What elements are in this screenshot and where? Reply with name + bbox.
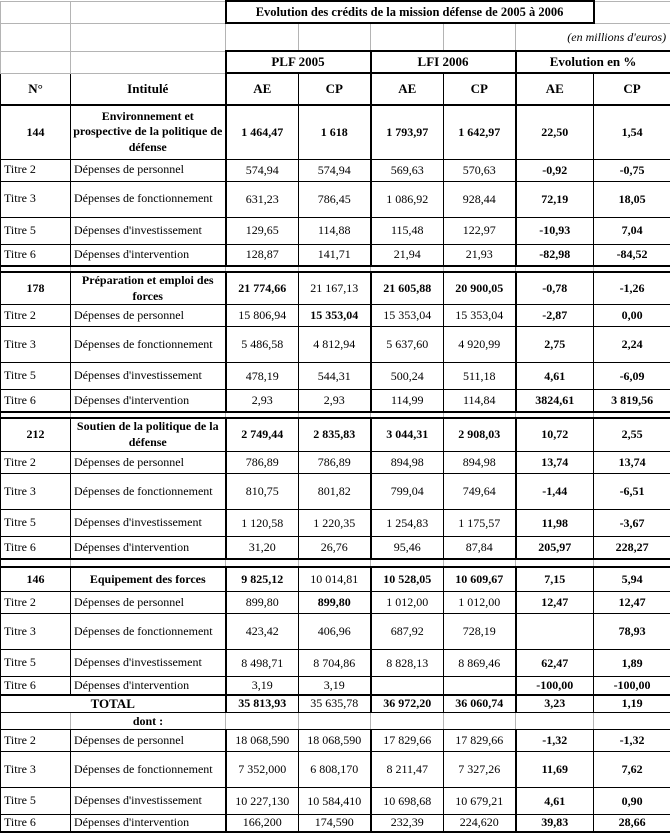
table-row-titre-3	[1, 181, 670, 217]
value-lfi-cp: 4 920,99	[444, 327, 516, 363]
separator-cell	[1, 559, 71, 567]
titre-label: Dépenses d'investissement	[71, 788, 226, 815]
titre-label: Dépenses d'investissement	[71, 510, 226, 537]
value-plf-ae: 574,94	[226, 159, 299, 181]
titre-number: Titre 6	[1, 815, 71, 832]
value-plf-ae: 31,20	[226, 537, 299, 559]
value-plf-ae: 1 120,58	[226, 510, 299, 537]
value-plf-ae: 899,80	[226, 592, 299, 614]
value-plf-cp: 786,89	[299, 452, 371, 474]
value-lfi-cp: 224,620	[444, 815, 516, 832]
empty-cell	[226, 23, 299, 51]
value-lfi-cp: 17 829,66	[444, 730, 516, 752]
empty-cell	[71, 23, 226, 51]
value-lfi-ae: 687,92	[371, 614, 444, 650]
value-lfi-ae: 36 972,20	[371, 695, 444, 713]
value-evo-ae: 72,19	[516, 181, 594, 217]
table-row-titre-6	[1, 390, 670, 412]
table-row-titre-3	[1, 752, 670, 788]
value-evo-cp: -6,51	[594, 474, 670, 510]
value-plf-ae: 2 749,44	[226, 418, 299, 452]
titre-label: Dépenses de fonctionnement	[71, 327, 226, 363]
value-lfi-ae: 115,48	[371, 217, 444, 244]
value-lfi-cp: 570,63	[444, 159, 516, 181]
titre-number: Titre 5	[1, 650, 71, 677]
empty-cell	[371, 713, 444, 730]
value-lfi-cp: 122,97	[444, 217, 516, 244]
value-lfi-cp: 1 642,97	[444, 105, 516, 159]
value-lfi-ae: 569,63	[371, 159, 444, 181]
value-evo-cp: -1,32	[594, 730, 670, 752]
value-evo-ae: 3,23	[516, 695, 594, 713]
value-evo-ae: 22,50	[516, 105, 594, 159]
value-plf-ae: 128,87	[226, 244, 299, 266]
titre-label: Dépenses de personnel	[71, 592, 226, 614]
group-header-row	[1, 51, 670, 73]
table-row-212	[1, 418, 670, 452]
value-plf-cp: 35 635,78	[299, 695, 371, 713]
unit-note-row	[1, 23, 670, 51]
empty-cell	[371, 23, 444, 51]
titre-number: Titre 6	[1, 537, 71, 559]
table-row-titre-6	[1, 244, 670, 266]
column-header-row	[1, 73, 670, 105]
value-plf-cp: 2 835,83	[299, 418, 371, 452]
total-label: TOTAL	[1, 695, 226, 713]
value-plf-ae: 478,19	[226, 363, 299, 390]
value-plf-ae: 129,65	[226, 217, 299, 244]
value-evo-ae: -10,93	[516, 217, 594, 244]
titre-label: Dépenses d'intervention	[71, 244, 226, 266]
table-row-titre-3	[1, 474, 670, 510]
value-evo-cp: 13,74	[594, 452, 670, 474]
column-header-lfi-cp: CP	[444, 73, 516, 105]
value-lfi-ae: 10 528,05	[371, 567, 444, 592]
value-evo-ae: 11,69	[516, 752, 594, 788]
value-evo-ae: 11,98	[516, 510, 594, 537]
titre-number: Titre 2	[1, 159, 71, 181]
value-plf-ae: 631,23	[226, 181, 299, 217]
value-evo-cp: 5,94	[594, 567, 670, 592]
program-number: 178	[1, 272, 71, 305]
table-row-178	[1, 272, 670, 305]
titre-number: Titre 2	[1, 305, 71, 327]
value-evo-cp: -3,67	[594, 510, 670, 537]
value-plf-ae: 8 498,71	[226, 650, 299, 677]
value-lfi-cp: 1 012,00	[444, 592, 516, 614]
value-lfi-ae: 5 637,60	[371, 327, 444, 363]
value-plf-cp: 899,80	[299, 592, 371, 614]
value-plf-cp: 406,96	[299, 614, 371, 650]
column-header-evo-ae: AE	[516, 73, 594, 105]
value-plf-ae: 3,19	[226, 677, 299, 695]
value-lfi-cp: 894,98	[444, 452, 516, 474]
column-header-plf-cp: CP	[299, 73, 371, 105]
value-evo-ae: 62,47	[516, 650, 594, 677]
separator-cell	[371, 559, 444, 567]
value-evo-cp: 2,55	[594, 418, 670, 452]
value-lfi-cp: 728,19	[444, 614, 516, 650]
value-plf-cp: 3,19	[299, 677, 371, 695]
separator-cell	[594, 559, 670, 567]
value-evo-ae: 2,75	[516, 327, 594, 363]
empty-cell	[1, 1, 71, 23]
value-evo-cp: -6,09	[594, 363, 670, 390]
value-evo-cp: 2,24	[594, 327, 670, 363]
value-plf-ae: 15 806,94	[226, 305, 299, 327]
table-row-titre-6	[1, 815, 670, 832]
table-row-titre-2	[1, 592, 670, 614]
titre-number: Titre 5	[1, 217, 71, 244]
value-lfi-cp: 749,64	[444, 474, 516, 510]
column-header-evo-cp: CP	[594, 73, 670, 105]
table-row-144	[1, 105, 670, 159]
value-lfi-cp: 36 060,74	[444, 695, 516, 713]
table-row-titre-5	[1, 217, 670, 244]
value-lfi-ae: 894,98	[371, 452, 444, 474]
empty-cell	[299, 23, 371, 51]
value-evo-cp: 1,19	[594, 695, 670, 713]
value-lfi-ae: 15 353,04	[371, 305, 444, 327]
table-row-titre-2	[1, 159, 670, 181]
value-lfi-ae: 8 211,47	[371, 752, 444, 788]
value-lfi-ae: 1 793,97	[371, 105, 444, 159]
titre-number: Titre 2	[1, 452, 71, 474]
value-evo-ae: 3824,61	[516, 390, 594, 412]
value-evo-cp: 0,00	[594, 305, 670, 327]
value-evo-cp: 7,04	[594, 217, 670, 244]
titre-label: Dépenses d'intervention	[71, 537, 226, 559]
value-evo-cp: 0,90	[594, 788, 670, 815]
column-header-lfi-ae: AE	[371, 73, 444, 105]
value-lfi-ae	[371, 677, 444, 695]
program-label: Equipement des forces	[71, 567, 226, 592]
titre-number: Titre 3	[1, 327, 71, 363]
value-plf-cp: 574,94	[299, 159, 371, 181]
value-plf-cp: 1 220,35	[299, 510, 371, 537]
titre-label: Dépenses de personnel	[71, 159, 226, 181]
separator-cell	[226, 559, 299, 567]
value-evo-cp: 7,62	[594, 752, 670, 788]
value-plf-cp: 6 808,170	[299, 752, 371, 788]
titre-number: Titre 6	[1, 677, 71, 695]
empty-cell	[444, 23, 516, 51]
value-lfi-cp: 8 869,46	[444, 650, 516, 677]
value-plf-ae: 423,42	[226, 614, 299, 650]
titre-label: Dépenses d'intervention	[71, 677, 226, 695]
separator-cell	[516, 559, 594, 567]
value-plf-cp: 21 167,13	[299, 272, 371, 305]
value-plf-cp: 2,93	[299, 390, 371, 412]
program-number: 212	[1, 418, 71, 452]
empty-cell	[1, 23, 71, 51]
value-lfi-ae: 21 605,88	[371, 272, 444, 305]
value-lfi-ae: 17 829,66	[371, 730, 444, 752]
table-row-titre-6	[1, 677, 670, 695]
titre-label: Dépenses de personnel	[71, 452, 226, 474]
value-plf-cp: 174,590	[299, 815, 371, 832]
value-plf-cp: 10 584,410	[299, 788, 371, 815]
value-evo-cp: 3 819,56	[594, 390, 670, 412]
value-evo-ae: -1,44	[516, 474, 594, 510]
titre-label: Dépenses d'intervention	[71, 815, 226, 832]
group-header-evolution: Evolution en %	[516, 51, 670, 73]
titre-number: Titre 5	[1, 363, 71, 390]
separator-cell	[71, 559, 226, 567]
empty-cell	[516, 713, 594, 730]
value-plf-ae: 9 825,12	[226, 567, 299, 592]
titre-label: Dépenses d'investissement	[71, 363, 226, 390]
table-row-146	[1, 567, 670, 592]
value-lfi-cp: 10 679,21	[444, 788, 516, 815]
value-plf-ae: 18 068,590	[226, 730, 299, 752]
titre-label: Dépenses d'intervention	[71, 390, 226, 412]
dont-label: dont :	[71, 713, 226, 730]
value-plf-ae: 35 813,93	[226, 695, 299, 713]
empty-cell	[226, 713, 299, 730]
empty-cell	[71, 51, 226, 73]
value-evo-cp: -1,26	[594, 272, 670, 305]
value-evo-ae: 10,72	[516, 418, 594, 452]
value-lfi-cp: 15 353,04	[444, 305, 516, 327]
value-evo-ae	[516, 614, 594, 650]
value-lfi-cp: 21,93	[444, 244, 516, 266]
value-plf-ae: 2,93	[226, 390, 299, 412]
value-lfi-cp: 20 900,05	[444, 272, 516, 305]
value-lfi-ae: 232,39	[371, 815, 444, 832]
program-label: Soutien de la politique de la défense	[71, 418, 226, 452]
empty-cell	[1, 51, 71, 73]
value-plf-cp: 544,31	[299, 363, 371, 390]
table-row-titre-2	[1, 452, 670, 474]
table-row-total	[1, 695, 670, 713]
value-lfi-ae: 500,24	[371, 363, 444, 390]
value-evo-cp: 18,05	[594, 181, 670, 217]
program-label: Préparation et emploi des forces	[71, 272, 226, 305]
value-plf-ae: 7 352,000	[226, 752, 299, 788]
titre-label: Dépenses de fonctionnement	[71, 181, 226, 217]
value-evo-ae: -2,87	[516, 305, 594, 327]
value-plf-ae: 21 774,66	[226, 272, 299, 305]
titre-number: Titre 3	[1, 181, 71, 217]
value-evo-ae: 39,83	[516, 815, 594, 832]
group-header-plf-2005: PLF 2005	[226, 51, 371, 73]
value-evo-ae: 4,61	[516, 788, 594, 815]
value-lfi-cp	[444, 677, 516, 695]
value-lfi-ae: 114,99	[371, 390, 444, 412]
value-plf-cp: 801,82	[299, 474, 371, 510]
value-plf-ae: 166,200	[226, 815, 299, 832]
value-plf-ae: 1 464,47	[226, 105, 299, 159]
value-evo-cp: -0,75	[594, 159, 670, 181]
value-plf-ae: 810,75	[226, 474, 299, 510]
value-evo-cp: 1,54	[594, 105, 670, 159]
title-row	[1, 1, 670, 23]
separator-cell	[299, 559, 371, 567]
titre-number: Titre 3	[1, 614, 71, 650]
table-row-titre-5	[1, 510, 670, 537]
table-row-titre-5	[1, 650, 670, 677]
value-plf-cp: 114,88	[299, 217, 371, 244]
value-plf-ae: 5 486,58	[226, 327, 299, 363]
value-evo-ae: -0,78	[516, 272, 594, 305]
group-header-lfi-2006: LFI 2006	[371, 51, 516, 73]
value-lfi-cp: 10 609,67	[444, 567, 516, 592]
table-row-titre-2	[1, 305, 670, 327]
value-evo-cp: 1,89	[594, 650, 670, 677]
value-evo-ae: 205,97	[516, 537, 594, 559]
program-number: 144	[1, 105, 71, 159]
value-lfi-cp: 928,44	[444, 181, 516, 217]
value-evo-cp: -100,00	[594, 677, 670, 695]
titre-number: Titre 6	[1, 390, 71, 412]
titre-label: Dépenses d'investissement	[71, 650, 226, 677]
column-header-intitule: Intitulé	[71, 73, 226, 105]
value-lfi-ae: 1 254,83	[371, 510, 444, 537]
value-lfi-ae: 21,94	[371, 244, 444, 266]
value-evo-ae: -82,98	[516, 244, 594, 266]
table-row-titre-3	[1, 327, 670, 363]
column-header-plf-ae: AE	[226, 73, 299, 105]
value-plf-cp: 15 353,04	[299, 305, 371, 327]
value-plf-cp: 8 704,86	[299, 650, 371, 677]
empty-cell	[444, 713, 516, 730]
value-evo-ae: -0,92	[516, 159, 594, 181]
value-lfi-cp: 7 327,26	[444, 752, 516, 788]
value-evo-cp: 28,66	[594, 815, 670, 832]
value-plf-cp: 10 014,81	[299, 567, 371, 592]
titre-label: Dépenses d'investissement	[71, 217, 226, 244]
value-plf-ae: 786,89	[226, 452, 299, 474]
titre-number: Titre 6	[1, 244, 71, 266]
value-evo-ae: -1,32	[516, 730, 594, 752]
value-plf-cp: 1 618	[299, 105, 371, 159]
value-lfi-cp: 2 908,03	[444, 418, 516, 452]
value-lfi-cp: 114,84	[444, 390, 516, 412]
value-plf-cp: 18 068,590	[299, 730, 371, 752]
titre-label: Dépenses de fonctionnement	[71, 614, 226, 650]
table-row-titre-2	[1, 730, 670, 752]
empty-cell	[71, 1, 226, 23]
table-row-titre-5	[1, 788, 670, 815]
value-lfi-ae: 1 012,00	[371, 592, 444, 614]
value-lfi-cp: 87,84	[444, 537, 516, 559]
table-row-dont	[1, 713, 670, 730]
value-evo-ae: 7,15	[516, 567, 594, 592]
value-plf-cp: 786,45	[299, 181, 371, 217]
titre-number: Titre 5	[1, 510, 71, 537]
titre-number: Titre 5	[1, 788, 71, 815]
value-lfi-cp: 511,18	[444, 363, 516, 390]
titre-label: Dépenses de personnel	[71, 730, 226, 752]
empty-cell	[1, 713, 71, 730]
separator-cell	[444, 559, 516, 567]
value-lfi-cp: 1 175,57	[444, 510, 516, 537]
table-body	[1, 105, 670, 832]
value-lfi-ae: 95,46	[371, 537, 444, 559]
value-plf-cp: 141,71	[299, 244, 371, 266]
empty-cell	[299, 713, 371, 730]
program-label: Environnement et prospective de la politique de défense	[71, 105, 226, 159]
value-evo-ae: 12,47	[516, 592, 594, 614]
titre-number: Titre 3	[1, 752, 71, 788]
value-lfi-ae: 8 828,13	[371, 650, 444, 677]
value-evo-ae: 4,61	[516, 363, 594, 390]
empty-cell	[594, 713, 670, 730]
titre-number: Titre 2	[1, 592, 71, 614]
program-number: 146	[1, 567, 71, 592]
titre-label: Dépenses de fonctionnement	[71, 752, 226, 788]
titre-number: Titre 2	[1, 730, 71, 752]
value-evo-ae: 13,74	[516, 452, 594, 474]
table-row-titre-5	[1, 363, 670, 390]
titre-number: Titre 3	[1, 474, 71, 510]
titre-label: Dépenses de personnel	[71, 305, 226, 327]
value-evo-cp: 78,93	[594, 614, 670, 650]
value-evo-cp: 12,47	[594, 592, 670, 614]
titre-label: Dépenses de fonctionnement	[71, 474, 226, 510]
table-row-titre-3	[1, 614, 670, 650]
value-evo-cp: -84,52	[594, 244, 670, 266]
value-evo-ae: -100,00	[516, 677, 594, 695]
value-lfi-ae: 799,04	[371, 474, 444, 510]
value-lfi-ae: 3 044,31	[371, 418, 444, 452]
value-lfi-ae: 1 086,92	[371, 181, 444, 217]
value-plf-ae: 10 227,130	[226, 788, 299, 815]
unit-note: (en millions d'euros)	[516, 23, 670, 51]
table-row-titre-6	[1, 537, 670, 559]
table-row-separator	[1, 559, 670, 567]
value-plf-cp: 4 812,94	[299, 327, 371, 363]
value-lfi-ae: 10 698,68	[371, 788, 444, 815]
page-title: Evolution des crédits de la mission défense de 2005 à 2006	[226, 1, 594, 23]
column-header-num: N°	[1, 73, 71, 105]
value-evo-cp: 228,27	[594, 537, 670, 559]
empty-cell	[594, 1, 670, 23]
value-plf-cp: 26,76	[299, 537, 371, 559]
